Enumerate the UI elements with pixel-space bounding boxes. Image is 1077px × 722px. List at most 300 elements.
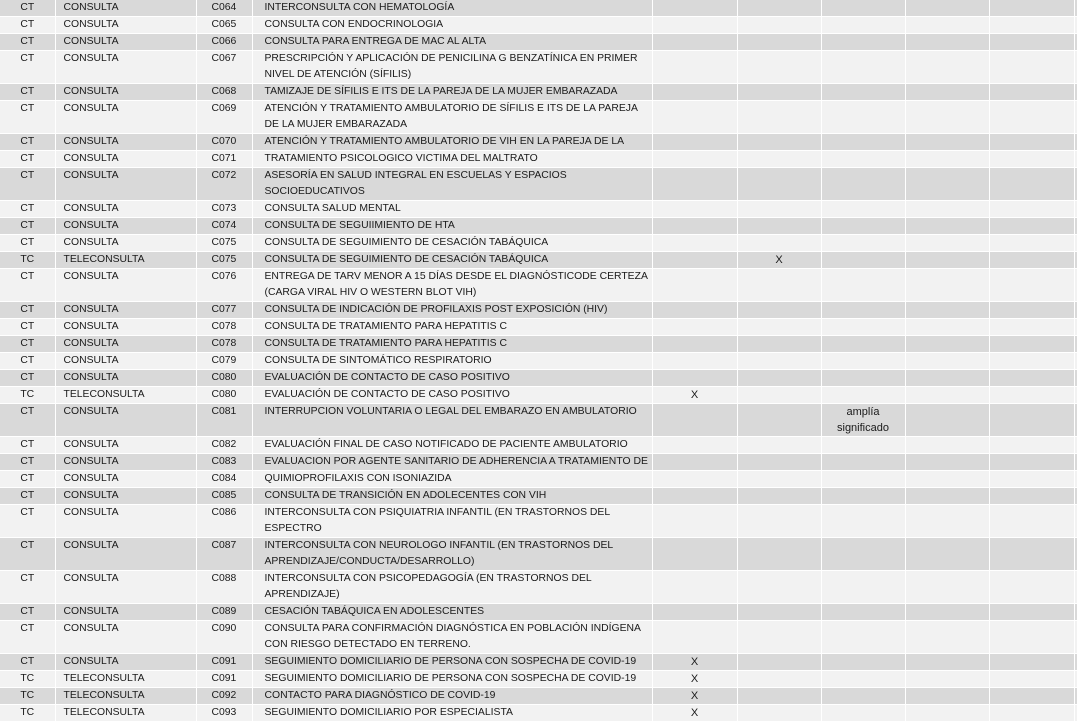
row-empty-cell [989,302,1074,319]
row-description-cell: EVALUACION POR AGENTE SANITARIO DE ADHERENCIA A TRATAMIENTO DE [252,454,652,471]
row-note-cell [821,84,905,101]
row-empty-cell [905,571,989,604]
row-mark-1-cell [652,538,737,571]
table-row [0,51,1077,84]
row-category-cell: CONSULTA [55,0,196,17]
row-mark-1-cell: X [652,688,737,705]
row-description-cell: EVALUACIÓN DE CONTACTO DE CASO POSITIVO [252,370,652,387]
row-empty-cell [989,654,1074,671]
row-category-cell: CONSULTA [55,621,196,654]
row-mark-2-cell [737,604,821,621]
row-description-cell: ENTREGA DE TARV MENOR A 15 DÍAS DESDE EL DIAGNÓSTICODE CERTEZA (CARGA VIRAL HIV O WESTERN BLOT VIH) [252,269,652,302]
row-mark-2-cell [737,319,821,336]
row-category-cell: CONSULTA [55,353,196,370]
row-mark-1-cell [652,604,737,621]
row-category-cell: CONSULTA [55,505,196,538]
row-description-cell: SEGUIMIENTO DOMICILIARIO POR ESPECIALISTA [252,705,652,722]
row-code-cell: C075 [196,235,252,252]
row-type-cell: CT [0,168,55,201]
row-code-cell: C092 [196,688,252,705]
row-empty-cell [905,168,989,201]
row-code-cell: C070 [196,134,252,151]
row-mark-1-cell [652,218,737,235]
row-mark-2-cell [737,688,821,705]
row-type-cell: CT [0,505,55,538]
row-empty-cell [905,538,989,571]
row-empty-cell [989,201,1074,218]
row-type-cell: CT [0,604,55,621]
row-category-cell: CONSULTA [55,437,196,454]
table-row [0,654,1077,671]
row-code-cell: C071 [196,151,252,168]
row-note-cell [821,671,905,688]
row-empty-cell [989,571,1074,604]
row-type-cell: CT [0,654,55,671]
row-empty-cell [989,84,1074,101]
row-description-cell: CONSULTA DE TRATAMIENTO PARA HEPATITIS C [252,336,652,353]
row-empty-cell [989,0,1074,17]
row-mark-1-cell [652,454,737,471]
row-type-cell: CT [0,51,55,84]
table-row [0,302,1077,319]
row-mark-2-cell [737,353,821,370]
row-empty-cell [905,302,989,319]
row-description-cell: CONSULTA DE SINTOMÁTICO RESPIRATORIO [252,353,652,370]
row-mark-1-cell: X [652,705,737,722]
row-description-cell: CONSULTA DE TRATAMIENTO PARA HEPATITIS C [252,319,652,336]
row-code-cell: C089 [196,604,252,621]
row-empty-cell [905,201,989,218]
row-category-cell: TELECONSULTA [55,705,196,722]
row-code-cell: C072 [196,168,252,201]
row-category-cell: TELECONSULTA [55,688,196,705]
row-mark-1-cell [652,252,737,269]
table-row [0,387,1077,404]
row-empty-cell [989,336,1074,353]
row-note-cell [821,505,905,538]
row-empty-cell [905,151,989,168]
row-mark-1-cell [652,319,737,336]
row-empty-cell [989,621,1074,654]
table-row [0,571,1077,604]
table-row [0,168,1077,201]
row-category-cell: CONSULTA [55,488,196,505]
row-mark-2-cell [737,387,821,404]
row-mark-2-cell [737,84,821,101]
row-code-cell: C080 [196,387,252,404]
row-empty-cell [905,370,989,387]
row-type-cell: CT [0,0,55,17]
row-description-cell: CONSULTA CON ENDOCRINOLOGIA [252,17,652,34]
row-type-cell: CT [0,353,55,370]
row-mark-1-cell [652,168,737,201]
row-mark-1-cell [652,505,737,538]
row-category-cell: CONSULTA [55,269,196,302]
row-type-cell: CT [0,34,55,51]
row-note-cell [821,252,905,269]
row-empty-cell [905,235,989,252]
row-type-cell: CT [0,621,55,654]
row-empty-cell [905,621,989,654]
row-type-cell: TC [0,705,55,722]
row-empty-cell [905,269,989,302]
row-mark-2-cell [737,538,821,571]
row-category-cell: CONSULTA [55,151,196,168]
row-code-cell: C078 [196,319,252,336]
row-category-cell: CONSULTA [55,134,196,151]
row-mark-1-cell [652,51,737,84]
row-category-cell: CONSULTA [55,404,196,437]
row-empty-cell [989,252,1074,269]
row-type-cell: CT [0,84,55,101]
row-note-cell [821,454,905,471]
row-category-cell: CONSULTA [55,571,196,604]
row-mark-2-cell [737,654,821,671]
row-category-cell: CONSULTA [55,302,196,319]
row-type-cell: CT [0,336,55,353]
row-empty-cell [989,471,1074,488]
row-empty-cell [905,336,989,353]
row-empty-cell [905,688,989,705]
row-note-cell [821,471,905,488]
row-empty-cell [905,319,989,336]
row-code-cell: C067 [196,51,252,84]
row-note-cell [821,34,905,51]
row-mark-1-cell: X [652,671,737,688]
row-mark-1-cell [652,488,737,505]
row-description-cell: INTERRUPCION VOLUNTARIA O LEGAL DEL EMBARAZO EN AMBULATORIO [252,404,652,437]
row-note-cell [821,302,905,319]
table-row [0,705,1077,722]
table-row [0,688,1077,705]
row-category-cell: TELECONSULTA [55,387,196,404]
row-category-cell: CONSULTA [55,201,196,218]
row-mark-1-cell [652,437,737,454]
table-row [0,353,1077,370]
table-row [0,538,1077,571]
row-note-cell [821,0,905,17]
row-code-cell: C069 [196,101,252,134]
row-empty-cell [989,218,1074,235]
row-mark-1-cell [652,201,737,218]
row-description-cell: QUIMIOPROFILAXIS CON ISONIAZIDA [252,471,652,488]
row-type-cell: CT [0,471,55,488]
row-note-cell [821,654,905,671]
row-note-cell [821,571,905,604]
row-type-cell: CT [0,269,55,302]
row-mark-2-cell [737,34,821,51]
row-mark-1-cell [652,0,737,17]
row-code-cell: C077 [196,302,252,319]
row-description-cell: ASESORÍA EN SALUD INTEGRAL EN ESCUELAS Y ESPACIOS SOCIOEDUCATIVOS [252,168,652,201]
row-empty-cell [905,654,989,671]
row-category-cell: CONSULTA [55,319,196,336]
row-type-cell: CT [0,454,55,471]
row-description-cell: CONSULTA PARA CONFIRMACIÓN DIAGNÓSTICA EN POBLACIÓN INDÍGENA CON RIESGO DETECTADO EN TERRENO. [252,621,652,654]
row-mark-2-cell [737,17,821,34]
row-mark-2-cell [737,437,821,454]
row-type-cell: CT [0,302,55,319]
row-empty-cell [989,51,1074,84]
row-empty-cell [989,101,1074,134]
row-type-cell: CT [0,101,55,134]
row-mark-2-cell [737,51,821,84]
row-mark-1-cell [652,101,737,134]
row-description-cell: INTERCONSULTA CON PSICOPEDAGOGÍA (EN TRASTORNOS DEL APRENDIZAJE) [252,571,652,604]
table-row [0,17,1077,34]
row-description-cell: CONSULTA DE TRANSICIÓN EN ADOLECENTES CON VIH [252,488,652,505]
table-row [0,151,1077,168]
row-empty-cell [905,505,989,538]
row-code-cell: C068 [196,84,252,101]
row-note-cell [821,134,905,151]
row-description-cell: INTERCONSULTA CON PSIQUIATRIA INFANTIL (EN TRASTORNOS DEL ESPECTRO [252,505,652,538]
row-empty-cell [989,353,1074,370]
row-empty-cell [989,604,1074,621]
row-description-cell: CONTACTO PARA DIAGNÓSTICO DE COVID-19 [252,688,652,705]
row-mark-1-cell: X [652,654,737,671]
row-code-cell: C088 [196,571,252,604]
row-description-cell: CONSULTA DE SEGUIMIENTO DE CESACIÓN TABÁQUICA [252,252,652,269]
row-category-cell: CONSULTA [55,654,196,671]
row-empty-cell [989,404,1074,437]
table-row [0,34,1077,51]
row-empty-cell [905,51,989,84]
row-mark-1-cell: X [652,387,737,404]
row-category-cell: CONSULTA [55,17,196,34]
row-empty-cell [989,134,1074,151]
row-mark-2-cell [737,269,821,302]
row-empty-cell [905,0,989,17]
row-note-cell [821,370,905,387]
row-empty-cell [989,671,1074,688]
row-mark-1-cell [652,621,737,654]
row-category-cell: CONSULTA [55,370,196,387]
row-empty-cell [989,437,1074,454]
row-type-cell: CT [0,370,55,387]
row-category-cell: CONSULTA [55,168,196,201]
row-category-cell: CONSULTA [55,235,196,252]
row-description-cell: INTERCONSULTA CON NEUROLOGO INFANTIL (EN TRASTORNOS DEL APRENDIZAJE/CONDUCTA/DESARROLLO) [252,538,652,571]
row-category-cell: CONSULTA [55,471,196,488]
row-empty-cell [989,17,1074,34]
row-empty-cell [989,319,1074,336]
row-empty-cell [989,269,1074,302]
row-type-cell: CT [0,218,55,235]
row-note-cell [821,235,905,252]
row-code-cell: C087 [196,538,252,571]
row-category-cell: TELECONSULTA [55,671,196,688]
row-empty-cell [905,488,989,505]
row-mark-2-cell [737,235,821,252]
row-mark-2-cell [737,302,821,319]
row-code-cell: C082 [196,437,252,454]
row-code-cell: C073 [196,201,252,218]
table-row [0,505,1077,538]
row-mark-1-cell [652,471,737,488]
row-mark-1-cell [652,370,737,387]
row-code-cell: C076 [196,269,252,302]
row-empty-cell [989,34,1074,51]
row-description-cell: TAMIZAJE DE SÍFILIS E ITS DE LA PAREJA DE LA MUJER EMBARAZADA [252,84,652,101]
row-type-cell: CT [0,235,55,252]
row-code-cell: C091 [196,671,252,688]
row-empty-cell [905,705,989,722]
row-type-cell: CT [0,151,55,168]
table-row [0,437,1077,454]
row-note-cell [821,488,905,505]
row-mark-2-cell [737,404,821,437]
row-code-cell: C083 [196,454,252,471]
row-mark-2-cell [737,621,821,654]
row-mark-2-cell [737,471,821,488]
row-category-cell: CONSULTA [55,454,196,471]
row-empty-cell [989,488,1074,505]
row-note-cell [821,51,905,84]
row-note-cell [821,269,905,302]
row-code-cell: C081 [196,404,252,437]
row-mark-2-cell [737,571,821,604]
row-empty-cell [905,17,989,34]
row-note-cell: amplía significado [821,404,905,437]
row-note-cell [821,688,905,705]
row-code-cell: C074 [196,218,252,235]
row-mark-1-cell [652,235,737,252]
row-code-cell: C078 [196,336,252,353]
row-code-cell: C085 [196,488,252,505]
table-row [0,671,1077,688]
row-type-cell: CT [0,488,55,505]
row-mark-2-cell [737,705,821,722]
table-row [0,269,1077,302]
row-note-cell [821,168,905,201]
row-category-cell: CONSULTA [55,218,196,235]
table-row [0,101,1077,134]
row-code-cell: C086 [196,505,252,538]
row-code-cell: C075 [196,252,252,269]
row-mark-2-cell: X [737,252,821,269]
row-mark-2-cell [737,454,821,471]
row-type-cell: TC [0,688,55,705]
row-note-cell [821,705,905,722]
row-mark-1-cell [652,17,737,34]
row-description-cell: CONSULTA DE SEGUIIMIENTO DE HTA [252,218,652,235]
table-row [0,471,1077,488]
row-note-cell [821,101,905,134]
row-mark-1-cell [652,404,737,437]
row-mark-2-cell [737,671,821,688]
row-code-cell: C079 [196,353,252,370]
row-code-cell: C090 [196,621,252,654]
row-description-cell: CESACIÓN TABÁQUICA EN ADOLESCENTES [252,604,652,621]
row-mark-2-cell [737,201,821,218]
row-note-cell [821,17,905,34]
row-type-cell: CT [0,538,55,571]
row-note-cell [821,604,905,621]
row-empty-cell [905,387,989,404]
row-mark-2-cell [737,0,821,17]
row-type-cell: TC [0,387,55,404]
row-description-cell: SEGUIMIENTO DOMICILIARIO DE PERSONA CON SOSPECHA DE COVID-19 [252,671,652,688]
row-empty-cell [905,471,989,488]
row-mark-2-cell [737,168,821,201]
table-row [0,252,1077,269]
table-row [0,454,1077,471]
row-category-cell: CONSULTA [55,538,196,571]
row-code-cell: C093 [196,705,252,722]
row-empty-cell [905,101,989,134]
row-note-cell [821,387,905,404]
table-row [0,201,1077,218]
row-description-cell: INTERCONSULTA CON HEMATOLOGÍA [252,0,652,17]
row-empty-cell [989,688,1074,705]
row-empty-cell [905,604,989,621]
row-empty-cell [989,370,1074,387]
row-category-cell: CONSULTA [55,34,196,51]
row-note-cell [821,218,905,235]
row-type-cell: CT [0,134,55,151]
row-empty-cell [989,454,1074,471]
row-type-cell: CT [0,571,55,604]
row-note-cell [821,319,905,336]
row-note-cell [821,353,905,370]
row-description-cell: SEGUIMIENTO DOMICILIARIO DE PERSONA CON SOSPECHA DE COVID-19 [252,654,652,671]
row-type-cell: CT [0,319,55,336]
row-category-cell: CONSULTA [55,604,196,621]
row-empty-cell [989,151,1074,168]
row-type-cell: CT [0,404,55,437]
row-category-cell: CONSULTA [55,84,196,101]
row-description-cell: CONSULTA DE SEGUIMIENTO DE CESACIÓN TABÁQUICA [252,235,652,252]
row-description-cell: CONSULTA SALUD MENTAL [252,201,652,218]
row-category-cell: TELECONSULTA [55,252,196,269]
row-type-cell: TC [0,252,55,269]
row-mark-2-cell [737,488,821,505]
row-code-cell: C080 [196,370,252,387]
row-note-cell [821,201,905,218]
row-mark-2-cell [737,134,821,151]
row-mark-1-cell [652,571,737,604]
row-note-cell [821,336,905,353]
row-empty-cell [989,387,1074,404]
table-row [0,319,1077,336]
row-type-cell: CT [0,201,55,218]
row-code-cell: C066 [196,34,252,51]
table-row [0,218,1077,235]
table-row [0,604,1077,621]
row-empty-cell [905,134,989,151]
row-empty-cell [905,671,989,688]
table-row [0,488,1077,505]
row-mark-1-cell [652,134,737,151]
table-row [0,0,1077,17]
row-type-cell: CT [0,17,55,34]
row-empty-cell [905,84,989,101]
row-empty-cell [989,705,1074,722]
row-mark-1-cell [652,34,737,51]
row-type-cell: CT [0,437,55,454]
row-description-cell: TRATAMIENTO PSICOLOGICO VICTIMA DEL MALTRATO [252,151,652,168]
row-empty-cell [905,404,989,437]
row-empty-cell [905,437,989,454]
row-mark-1-cell [652,336,737,353]
row-mark-2-cell [737,370,821,387]
row-mark-2-cell [737,101,821,134]
row-mark-2-cell [737,505,821,538]
row-code-cell: C064 [196,0,252,17]
row-mark-2-cell [737,218,821,235]
row-empty-cell [905,218,989,235]
